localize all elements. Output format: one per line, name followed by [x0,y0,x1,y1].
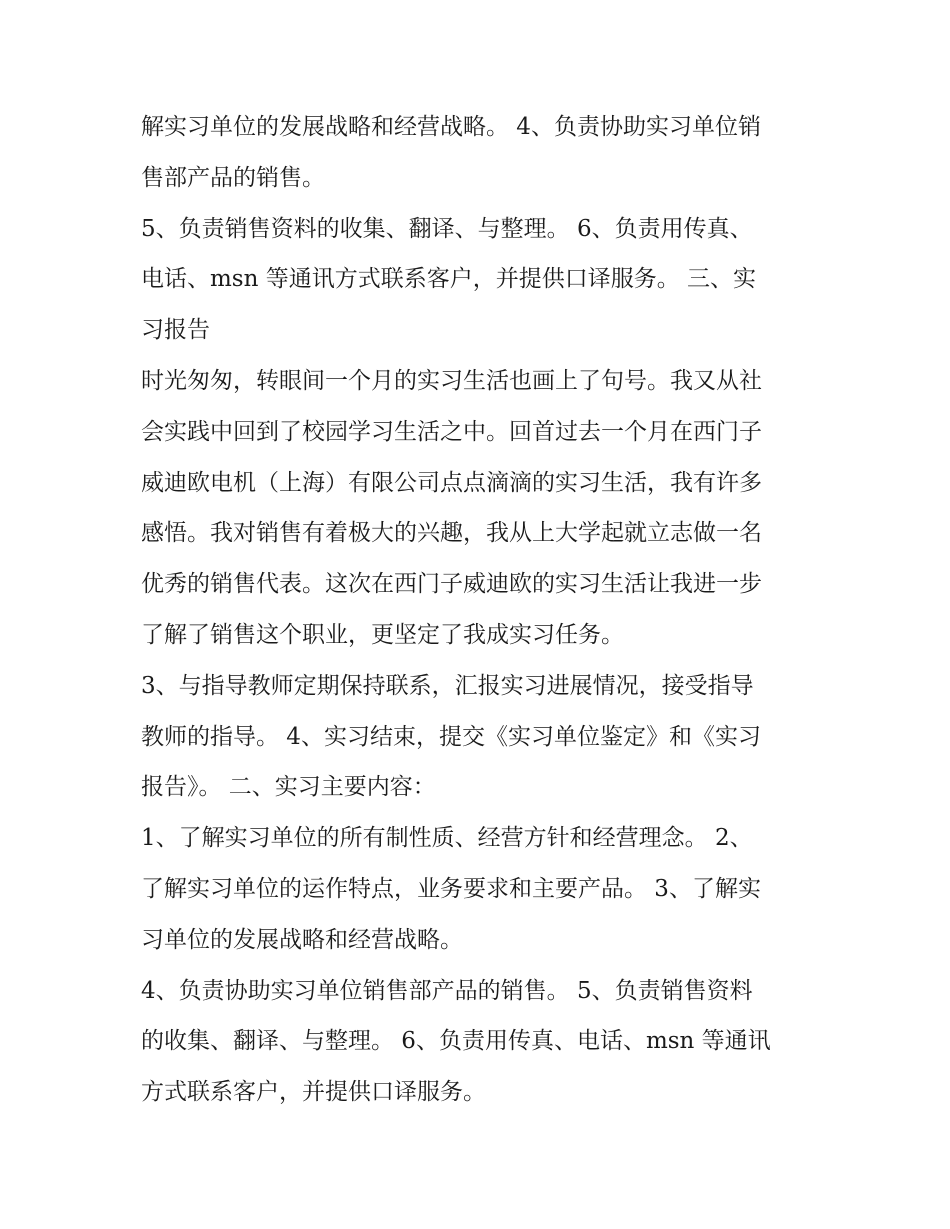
text-line-19: 的收集、翻译、与整理。 6、负责用传真、电话、msn 等通讯 [141,1028,771,1055]
text-line-1: 解实习单位的发展战略和经营战略。 4、负责协助实习单位销 [141,114,761,140]
text-line-5: 习报告 [141,317,210,344]
text-line-13: 教师的指导。 4、实习结束，提交《实习单位鉴定》和《实习 [141,723,761,750]
text-line-6: 时光匆匆，转眼间一个月的实习生活也画上了句号。我又从社 [141,367,762,394]
body-text [141,102,816,1118]
text-line-2: 售部产品的销售。 [141,164,325,191]
text-line-7: 会实践中回到了校园学习生活之中。回首过去一个月在西门子 [141,418,762,445]
text-line-10: 优秀的销售代表。这次在西门子威迪欧的实习生活让我进一步 [141,571,762,598]
text-line-20: 方式联系客户，并提供口译服务。 [141,1079,486,1106]
text-line-4: 电话、msn 等通讯方式联系客户，并提供口译服务。 三、实 [141,266,757,293]
text-line-12: 3、与指导教师定期保持联系，汇报实习进展情况，接受指导 [141,672,754,699]
text-line-8: 威迪欧电机（上海）有限公司点点滴滴的实习生活，我有许多 [141,469,762,496]
text-line-15: 1、了解实习单位的所有制性质、经营方针和经营理念。 2、 [141,825,753,852]
text-line-11: 了解了销售这个职业，更坚定了我成实习任务。 [141,621,624,648]
text-line-18: 4、负责协助实习单位销售部产品的销售。 5、负责销售资料 [141,977,753,1004]
text-line-14: 报告》。 二、实习主要内容： [141,774,436,801]
text-line-16: 了解实习单位的运作特点，业务要求和主要产品。 3、了解实 [141,875,761,902]
text-line-9: 感悟。我对销售有着极大的兴趣，我从上大学起就立志做一名 [141,520,762,547]
text-line-17: 习单位的发展战略和经营战略。 [141,926,463,953]
text-line-3: 5、负责销售资料的收集、翻译、与整理。 6、负责用传真、 [141,215,753,242]
